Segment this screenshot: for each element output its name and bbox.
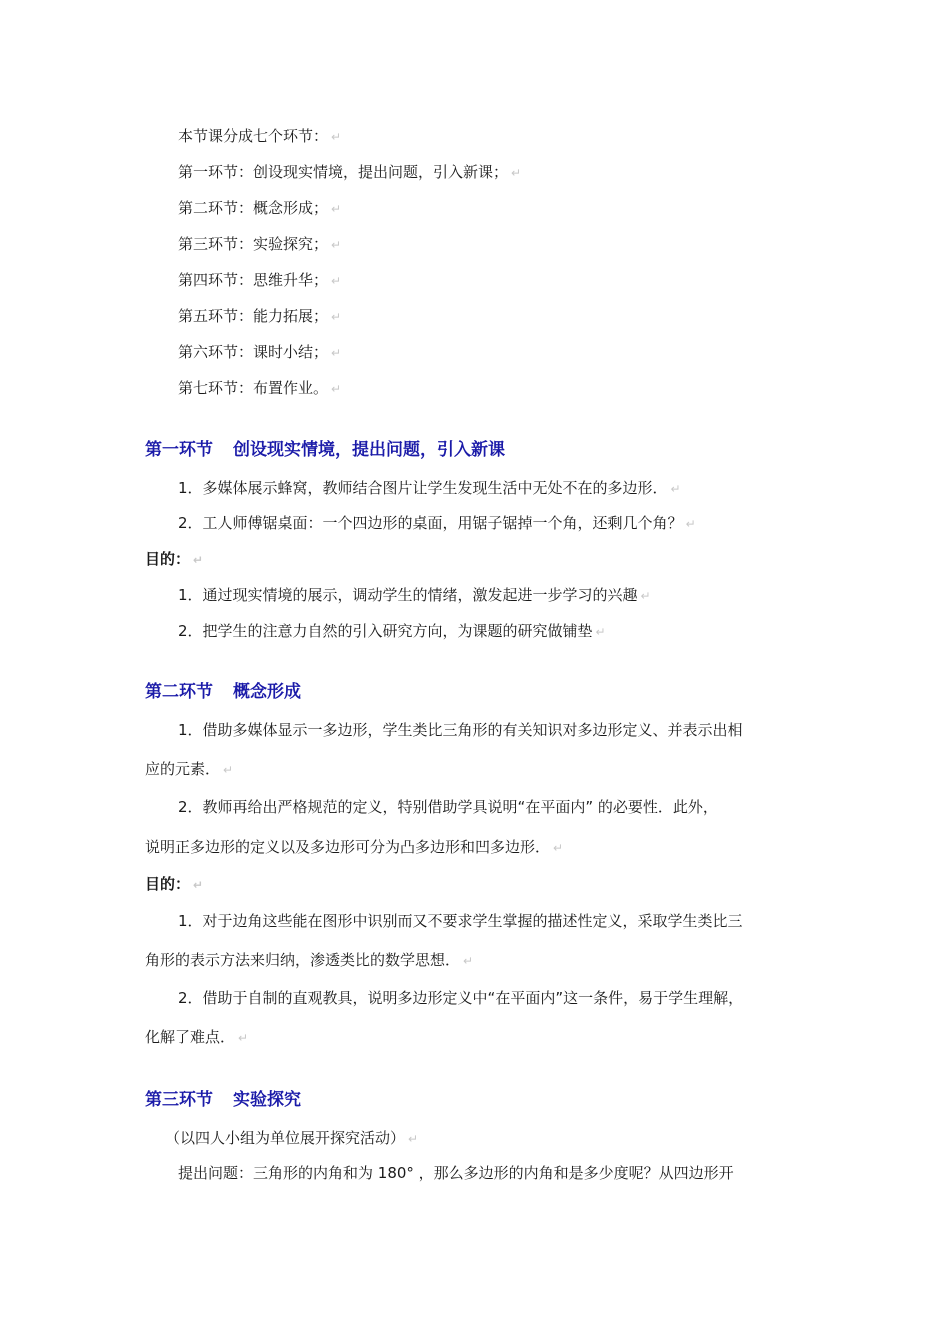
intro-step-3: 第三环节：实验探究； ↵: [178, 235, 342, 253]
section2-purpose-1-line-1: 1．对于边角这些能在图形中识别而又不要求学生掌握的描述性定义，采取学生类比三: [178, 912, 743, 930]
section2-item-1-line-2: 应的元素． ↵: [145, 760, 234, 778]
section2-purpose-2-line-2: 化解了难点． ↵: [145, 1028, 249, 1046]
section2-heading: 第二环节 概念形成: [145, 682, 301, 702]
section2-purpose-2-line-1: 2．借助于自制的直观教具，说明多边形定义中“在平面内”这一条件，易于学生理解，: [178, 989, 744, 1007]
intro-step-5: 第五环节：能力拓展； ↵: [178, 307, 342, 325]
section1-item-2: 2．工人师傅锯桌面：一个四边形的桌面，用锯子锯掉一个角，还剩几个角？ ↵: [178, 514, 696, 532]
section1-purpose-label: 目的： ↵: [145, 550, 204, 568]
intro-step-1: 第一环节：创设现实情境，提出问题，引入新课； ↵: [178, 163, 522, 181]
intro-step-6: 第六环节：课时小结； ↵: [178, 343, 342, 361]
section3-note: （以四人小组为单位展开探究活动） ↵: [165, 1129, 419, 1147]
section2-purpose-1-line-2: 角形的表示方法来归纳，渗透类比的数学思想． ↵: [145, 951, 474, 969]
intro-title: 本节课分成七个环节： ↵: [178, 127, 342, 145]
section1-purpose-1: 1．通过现实情境的展示，调动学生的情绪，激发起进一步学习的兴趣 ↵: [178, 586, 651, 604]
section2-purpose-label: 目的： ↵: [145, 875, 204, 893]
intro-step-7: 第七环节：布置作业。 ↵: [178, 379, 342, 397]
section3-heading: 第三环节 实验探究: [145, 1090, 301, 1110]
section3-question: 提出问题：三角形的内角和为 180° ，那么多边形的内角和是多少度呢？从四边形开: [178, 1164, 734, 1182]
section1-heading: 第一环节 创设现实情境，提出问题，引入新课: [145, 440, 505, 460]
intro-step-4: 第四环节：思维升华； ↵: [178, 271, 342, 289]
section2-item-2-line-2: 说明正多边形的定义以及多边形可分为凸多边形和凹多边形． ↵: [145, 838, 564, 856]
section2-item-1-line-1: 1．借助多媒体显示一多边形，学生类比三角形的有关知识对多边形定义、并表示出相: [178, 721, 743, 739]
section2-item-2-line-1: 2．教师再给出严格规范的定义，特别借助学具说明“在平面内” 的必要性．此外，: [178, 798, 718, 816]
section1-purpose-2: 2．把学生的注意力自然的引入研究方向，为课题的研究做铺垫 ↵: [178, 622, 606, 640]
section1-item-1: 1．多媒体展示蜂窝，教师结合图片让学生发现生活中无处不在的多边形． ↵: [178, 479, 681, 497]
intro-step-2: 第二环节：概念形成； ↵: [178, 199, 342, 217]
